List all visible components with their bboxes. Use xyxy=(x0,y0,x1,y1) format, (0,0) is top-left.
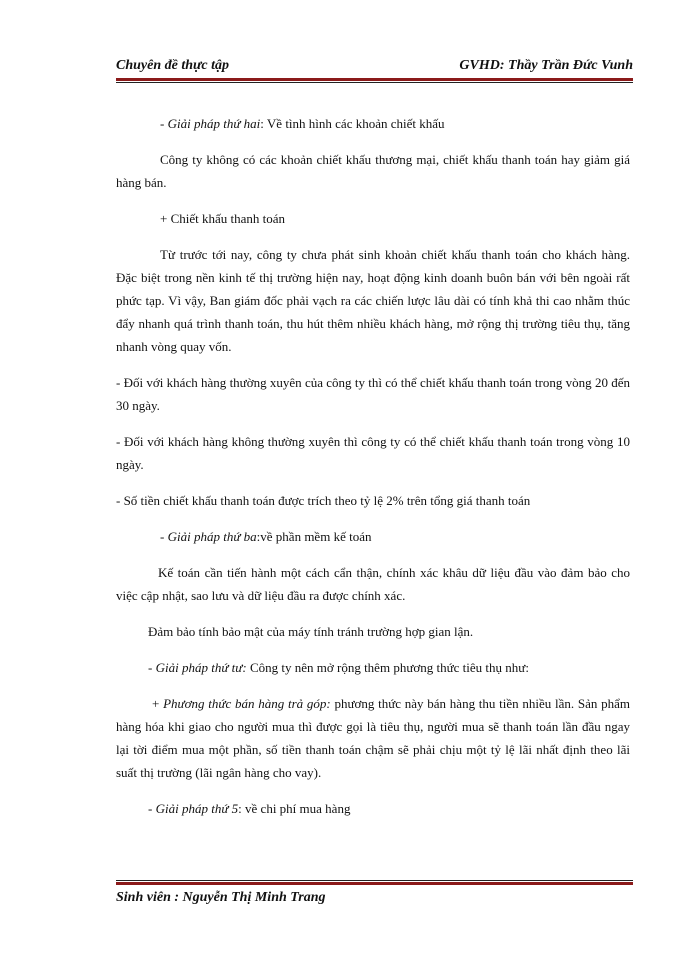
page-footer xyxy=(116,890,326,906)
solution-2-label: Giải pháp thứ hai xyxy=(167,116,261,131)
solution-2-text: : Về tình hình các khoản chiết khấu xyxy=(260,116,445,131)
paragraph-regular-customers: - Đối với khách hàng thường xuyên của công ty thì có thể chiết khấu thanh toán trong vòng 20 đến 30 ngày. xyxy=(116,375,630,413)
paragraph-installment: + Phương thức bán hàng trả góp: phương thức này bán hàng thu tiền nhiều lần. Sản phẩm hàng hóa khi giao cho người mua thì được gọi là tiêu thụ, người mua sẽ thanh toán lần đầu ngay lại tời điểm mua một phần, số tiền thanh toán chậm sẽ phải chịu một tỷ lệ lãi nhất định theo lãi suất thị trường (lãi ngân hàng cho vay). xyxy=(116,696,630,780)
paragraph-solution-4: - Giải pháp thứ tư: Công ty nên mở rộng thêm phương thức tiêu thụ như: xyxy=(148,660,529,675)
installment-label: Phương thức bán hàng trả góp: xyxy=(163,696,331,711)
header-advisor: GVHD: Thầy Trần Đức Vunh xyxy=(459,58,633,73)
solution-3-text: :về phần mềm kế toán xyxy=(256,529,372,544)
paragraph-payment-discount-heading: + Chiết khấu thanh toán xyxy=(160,211,286,226)
solution-4-label: Giải pháp thứ tư: xyxy=(155,660,247,675)
footer-student: Sinh viên : Nguyễn Thị Minh Trang xyxy=(116,890,326,905)
header-title: Chuyên đề thực tập xyxy=(116,58,230,73)
document-body xyxy=(116,112,630,833)
paragraph-security: Đảm bảo tính bảo mật của máy tính tránh trường hợp gian lận. xyxy=(148,624,474,639)
paragraph-solution-3: - Giải pháp thứ ba:về phần mềm kế toán xyxy=(160,529,372,544)
paragraph-solution-5: - Giải pháp thứ 5: về chi phí mua hàng xyxy=(148,801,351,816)
installment-text: phương thức này bán hàng thu tiền nhiều lần. Sản phẩm hàng hóa khi giao cho người mua thì được gọi là tiêu thụ, người mua sẽ thanh toán lần đầu ngay lại tời điểm mua một phần, số tiền thanh toán chậm sẽ phải chịu một tỷ lệ lãi nhất định theo lãi suất thị trường (lãi ngân hàng cho vay). xyxy=(116,696,630,780)
solution-3-label: Giải pháp thứ ba xyxy=(167,529,257,544)
footer-rule xyxy=(116,880,633,884)
header-rule xyxy=(116,78,633,82)
page-header xyxy=(116,58,633,74)
paragraph-accounting-care: Kế toán cần tiến hành một cách cẩn thận, chính xác khâu dữ liệu đầu vào đảm bảo cho việc cập nhật, sao lưu và dữ liệu đầu ra được chính xác. xyxy=(116,565,630,603)
solution-5-text: : về chi phí mua hàng xyxy=(238,801,351,816)
solution-4-text: Công ty nên mở rộng thêm phương thức tiêu thụ như: xyxy=(246,660,529,675)
paragraph-discount-rate: - Số tiền chiết khấu thanh toán được trích theo tỷ lệ 2% trên tổng giá thanh toán xyxy=(116,493,531,508)
paragraph-irregular-customers: - Đối với khách hàng không thường xuyên thì công ty có thể chiết khấu thanh toán trong vòng 10 ngày. xyxy=(116,434,630,472)
paragraph-payment-discount: Từ trước tới nay, công ty chưa phát sinh khoản chiết khấu thanh toán cho khách hàng. Đặc biệt trong nền kinh tế thị trường hiện nay, hoạt động kinh doanh buôn bán với bên ngoài rất phức tạp. Vì vậy, Ban giám đốc phải vạch ra các chiến lược lâu dài có tính khả thi cao nhằm thúc đẩy nhanh quá trình thanh toán, thu hút thêm nhiều khách hàng, mở rộng thị trường tiêu thụ, tăng nhanh vòng quay vốn. xyxy=(116,247,630,354)
paragraph-no-discounts: Công ty không có các khoản chiết khấu thương mại, chiết khấu thanh toán hay giảm giá hàng bán. xyxy=(116,152,630,190)
solution-5-label: Giải pháp thứ 5 xyxy=(155,801,239,816)
paragraph-solution-2: - Giải pháp thứ hai: Về tình hình các khoản chiết khấu xyxy=(160,116,445,131)
